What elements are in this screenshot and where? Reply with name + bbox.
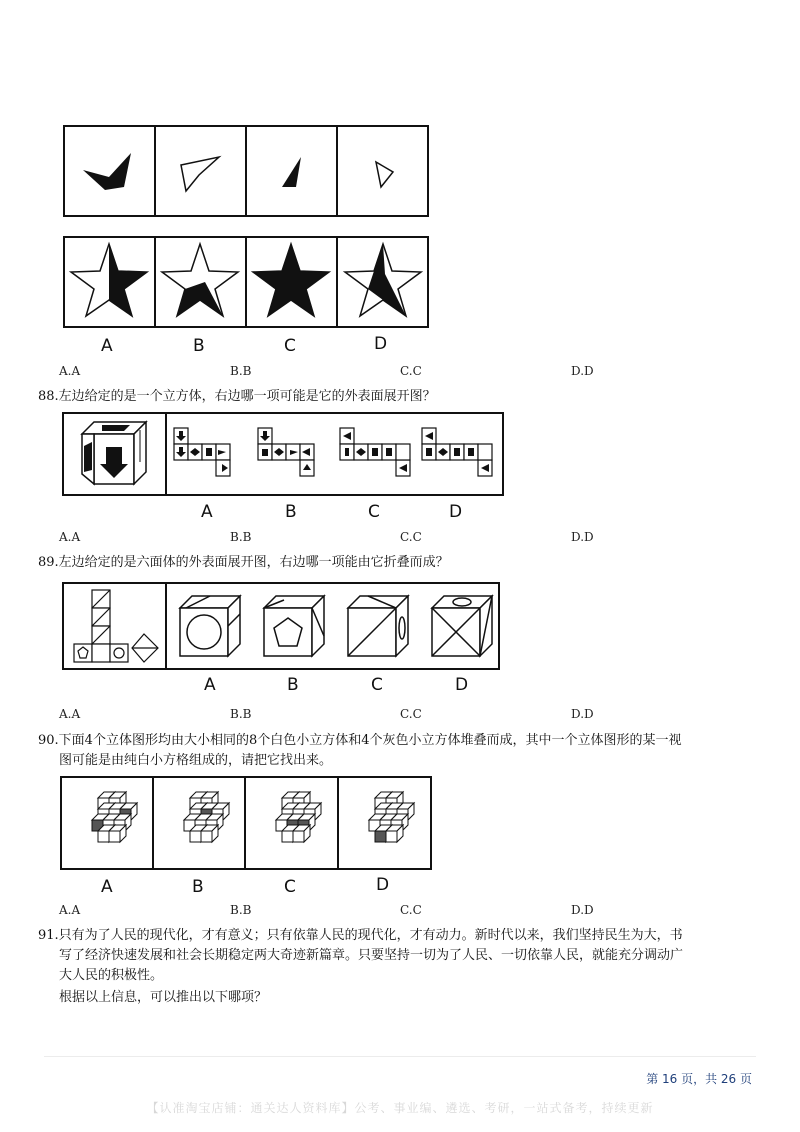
- q89-panel-label-d: D: [455, 675, 469, 695]
- footer-divider: [44, 1056, 756, 1057]
- q87-options-figure: [63, 236, 429, 328]
- q87-question-figure: [63, 125, 429, 217]
- q87-panel-label-b: B: [193, 336, 205, 356]
- q90-question-text-line2: 图可能是由纯白小方格组成的，请把它找出来。: [59, 753, 333, 768]
- q87-option-a[interactable]: A.A: [59, 364, 81, 378]
- q87-option-d[interactable]: D.D: [571, 364, 594, 378]
- q88-option-c[interactable]: C.C: [400, 530, 422, 544]
- q90-option-c[interactable]: C.C: [400, 903, 422, 917]
- q89-figure: [62, 582, 500, 670]
- q90-panel-label-c: C: [284, 877, 296, 897]
- q91-text-line1: 91.只有为了人民的现代化，才有意义；只有依靠人民的现代化，才有动力。新时代以来，我们坚持民生为大，书: [38, 928, 683, 943]
- q88-panel-label-c: C: [368, 502, 380, 522]
- q90-option-a[interactable]: A.A: [59, 903, 81, 917]
- q89-option-b[interactable]: B.B: [230, 707, 252, 721]
- q88-option-b[interactable]: B.B: [230, 530, 252, 544]
- q89-option-a[interactable]: A.A: [59, 707, 81, 721]
- q90-option-d[interactable]: D.D: [571, 903, 594, 917]
- q90-figure: [60, 776, 432, 870]
- q88-panel-label-a: A: [201, 502, 213, 522]
- q90-panel-label-a: A: [101, 877, 113, 897]
- q87-option-c[interactable]: C.C: [400, 364, 422, 378]
- q91-text-line4: 根据以上信息，可以推出以下哪项？: [59, 990, 268, 1005]
- q90-option-b[interactable]: B.B: [230, 903, 252, 917]
- q89-option-c[interactable]: C.C: [400, 707, 422, 721]
- page-number: 第 16 页，共 26 页: [646, 1072, 752, 1086]
- q87-panel-label-d: D: [374, 334, 388, 354]
- q88-question-text: 88.左边给定的是一个立方体，右边哪一项可能是它的外表面展开图？: [38, 389, 436, 404]
- watermark: 【认准淘宝店铺：通关达人资料库】公考、事业编、遴选、考研，一站式备考，持续更新: [146, 1101, 654, 1115]
- q88-figure: [62, 412, 504, 496]
- q91-text-line3: 大人民的积极性。: [59, 968, 164, 983]
- q88-panel-label-b: B: [285, 502, 297, 522]
- q89-panel-label-a: A: [204, 675, 216, 695]
- q91-text-line2: 写了经济快速发展和社会长期稳定两大奇迹新篇章。只要坚持一切为了人民、一切依靠人民，就能充分调动广: [59, 948, 684, 963]
- q89-panel-label-b: B: [287, 675, 299, 695]
- q88-panel-label-d: D: [449, 502, 463, 522]
- q90-panel-label-b: B: [192, 877, 204, 897]
- q87-option-b[interactable]: B.B: [230, 364, 252, 378]
- q90-question-text-line1: 90.下面4个立体图形均由大小相同的8个白色小立方体和4个灰色小立方体堆叠而成，其中一个立体图形的某一视: [38, 733, 682, 748]
- q90-panel-label-d: D: [376, 875, 390, 895]
- q89-question-text: 89.左边给定的是六面体的外表面展开图，右边哪一项能由它折叠而成？: [38, 555, 449, 570]
- q88-option-d[interactable]: D.D: [571, 530, 594, 544]
- q87-panel-label-c: C: [284, 336, 296, 356]
- q89-option-d[interactable]: D.D: [571, 707, 594, 721]
- q87-panel-label-a: A: [101, 336, 113, 356]
- q88-option-a[interactable]: A.A: [59, 530, 81, 544]
- q89-panel-label-c: C: [371, 675, 383, 695]
